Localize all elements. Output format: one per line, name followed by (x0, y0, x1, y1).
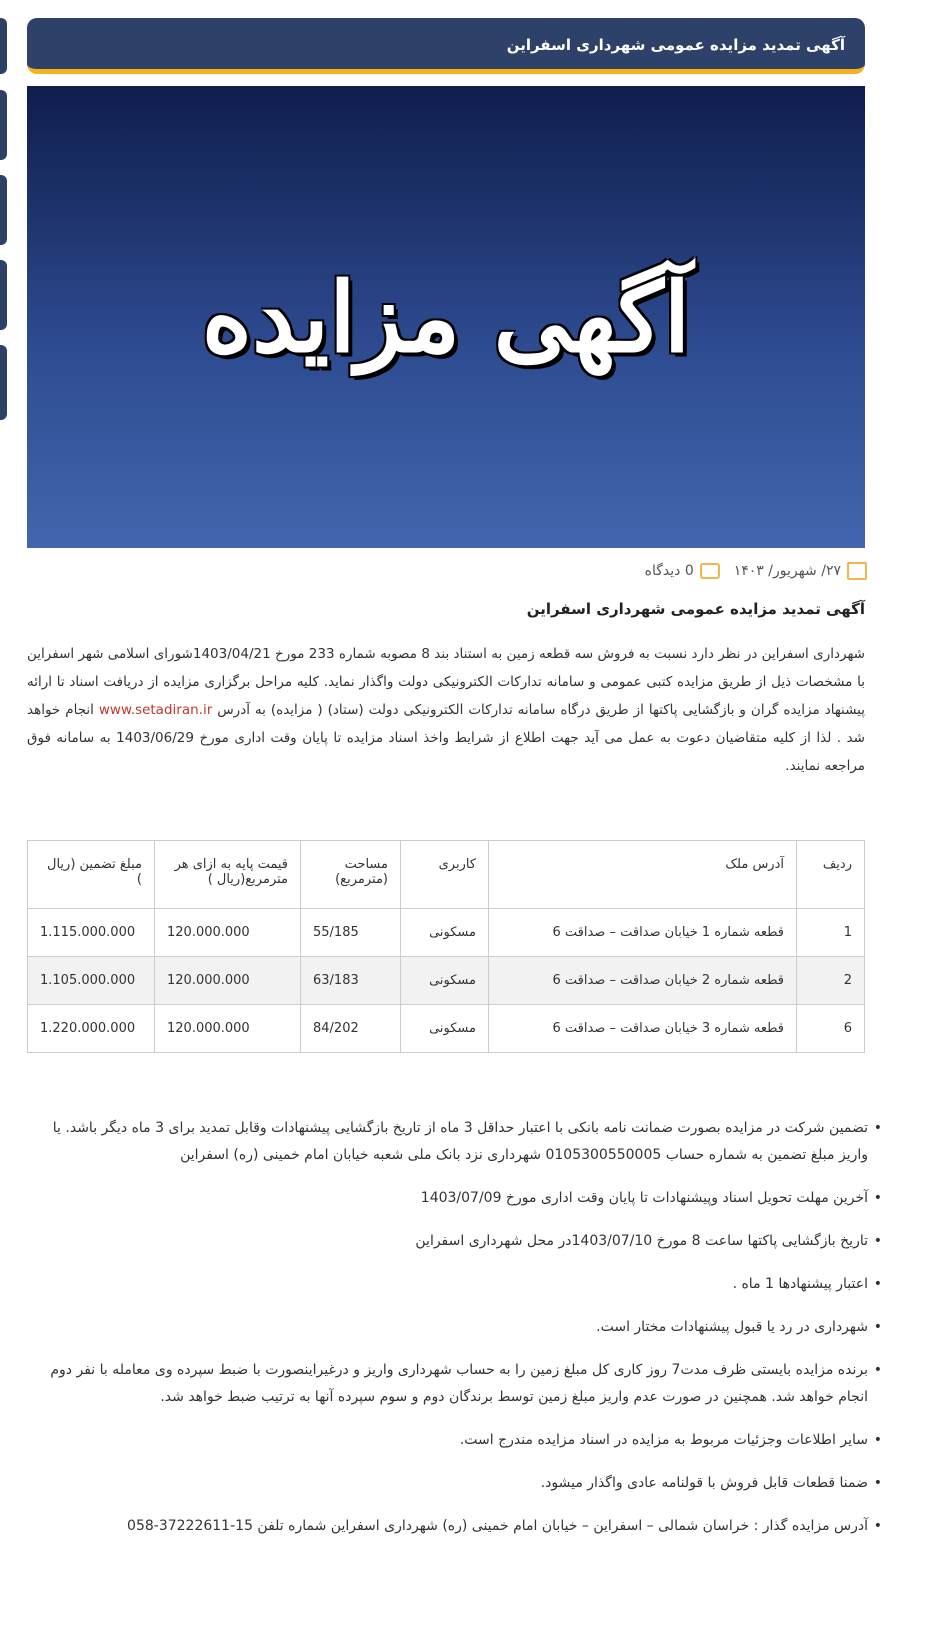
cell: قطعه شماره 2 خیابان صداقت – صداقت 6 (489, 957, 797, 1005)
list-item: • اعتبار پیشنهادها 1 ماه . (27, 1271, 882, 1298)
paragraph-text: شهرداری اسفراین در نظر دارد نسبت به فروش سه قطعه زمین به استناد بند 8 مصوبه شماره 233 مورخ 1403/04/21شورای اسلامی شهر اسفراین با مشخصات ذیل از طریق مزایده کتبی عمومی و سامانه تدارکات الکترونیکی دولت واگذار نماید. کلیه مراحل برگزاری مزایده از دریافت اسناد تا ارائه پیشنهاد مزایده گران و بازگشایی پاکتها از طریق درگاه سامانه تدارکات الکترونیکی دولت (ستاد) ( مزایده) به آدرس (27, 646, 865, 718)
cell: مسکونی (401, 1005, 489, 1053)
cell: 84/202 (301, 1005, 401, 1053)
post-subtitle: آگهی تمدید مزایده عمومی شهرداری اسفراین (526, 600, 865, 618)
post-paragraph (27, 640, 865, 780)
side-tab[interactable] (0, 18, 7, 74)
setad-link[interactable]: www.setadiran.ir (98, 702, 213, 718)
post-date: ۲۷/ شهریور/ ۱۴۰۳ (733, 563, 841, 579)
calendar-icon (847, 562, 867, 580)
list-item: • آدرس مزایده گذار : خراسان شمالی – اسفراین – خیابان امام خمینی (ره) شهرداری اسفراین شماره تلفن 15-37222611-058 (27, 1513, 882, 1540)
th-guarantee: مبلغ تضمین (ریال ) (28, 841, 155, 909)
banner-image (27, 86, 865, 548)
comment-icon (700, 563, 720, 579)
table-row (28, 909, 865, 957)
th-row: ردیف (797, 841, 865, 909)
paragraph-text: انجام خواهد شد . لذا از کلیه متقاضیان دعوت به عمل می آید جهت اطلاع از شرایط واخذ اسناد مزایده تا پایان وقت اداری مورخ 1403/06/29 به سامانه فوق مراجعه نمایند. (27, 702, 865, 774)
cell: 1 (797, 909, 865, 957)
list-item: • تاریخ بازگشایی پاکتها ساعت 8 مورخ 1403/07/10در محل شهرداری اسفراین (27, 1228, 882, 1255)
list-item: • سایر اطلاعات وجزئیات مربوط به مزایده در اسناد مزایده مندرج است. (27, 1427, 882, 1454)
auction-table (27, 840, 865, 1053)
side-tab[interactable] (0, 90, 7, 160)
cell: 55/185 (301, 909, 401, 957)
banner-text: آگهی مزایده (201, 260, 691, 374)
cell: قطعه شماره 1 خیابان صداقت – صداقت 6 (489, 909, 797, 957)
conditions-list (27, 1115, 882, 1556)
th-area: مساحت (مترمربع) (301, 841, 401, 909)
cell: 6 (797, 1005, 865, 1053)
comment-count[interactable]: 0 دیدگاه (644, 563, 694, 579)
cell: 1.105.000.000 (28, 957, 155, 1005)
cell: 120.000.000 (155, 909, 301, 957)
cell: 1.220.000.000 (28, 1005, 155, 1053)
table-row (28, 1005, 865, 1053)
list-item: • تضمین شرکت در مزایده بصورت ضمانت نامه بانکی با اعتبار حداقل 3 ماه از تاریخ بازگشایی پیشنهادات وقابل تمدید برای 3 ماه دیگر باشد. یا واریز مبلغ تضمین به شماره حساب 0105300550005 شهرداری نزد بانک ملی شعبه خیابان امام خمینی (ره) اسفراین (27, 1115, 882, 1169)
cell: 1.115.000.000 (28, 909, 155, 957)
page-title: آگهی تمدید مزایده عمومی شهرداری اسفراین (27, 18, 865, 74)
cell: 120.000.000 (155, 957, 301, 1005)
table-row (28, 957, 865, 1005)
cell: 2 (797, 957, 865, 1005)
list-item: • برنده مزایده بایستی ظرف مدت7 روز کاری کل مبلغ زمین را به حساب شهرداری واریز و درغیراینصورت با ضبط سپرده وی معامله با نفر دوم انجام خواهد شد. همچنین در صورت عدم واریز مبلغ زمین توسط برندگان دوم و سوم سپرده آنها به ترتیب ضبط خواهد شد. (27, 1357, 882, 1411)
cell: مسکونی (401, 957, 489, 1005)
post-meta (645, 562, 867, 580)
th-address: آدرس ملک (489, 841, 797, 909)
list-item: • آخرین مهلت تحویل اسناد وپیشنهادات تا پایان وقت اداری مورخ 1403/07/09 (27, 1185, 882, 1212)
cell: قطعه شماره 3 خیابان صداقت – صداقت 6 (489, 1005, 797, 1053)
cell: 120.000.000 (155, 1005, 301, 1053)
list-item: • ضمنا قطعات قابل فروش با قولنامه عادی واگذار میشود. (27, 1470, 882, 1497)
cell: 63/183 (301, 957, 401, 1005)
side-tab[interactable] (0, 175, 7, 245)
list-item: • شهرداری در رد یا قبول پیشنهادات مختار است. (27, 1314, 882, 1341)
side-tab[interactable] (0, 260, 7, 330)
side-tab[interactable] (0, 345, 7, 420)
th-base-price: قیمت پایه به ازای هر مترمربع(ریال ) (155, 841, 301, 909)
cell: مسکونی (401, 909, 489, 957)
th-usage: کاربری (401, 841, 489, 909)
